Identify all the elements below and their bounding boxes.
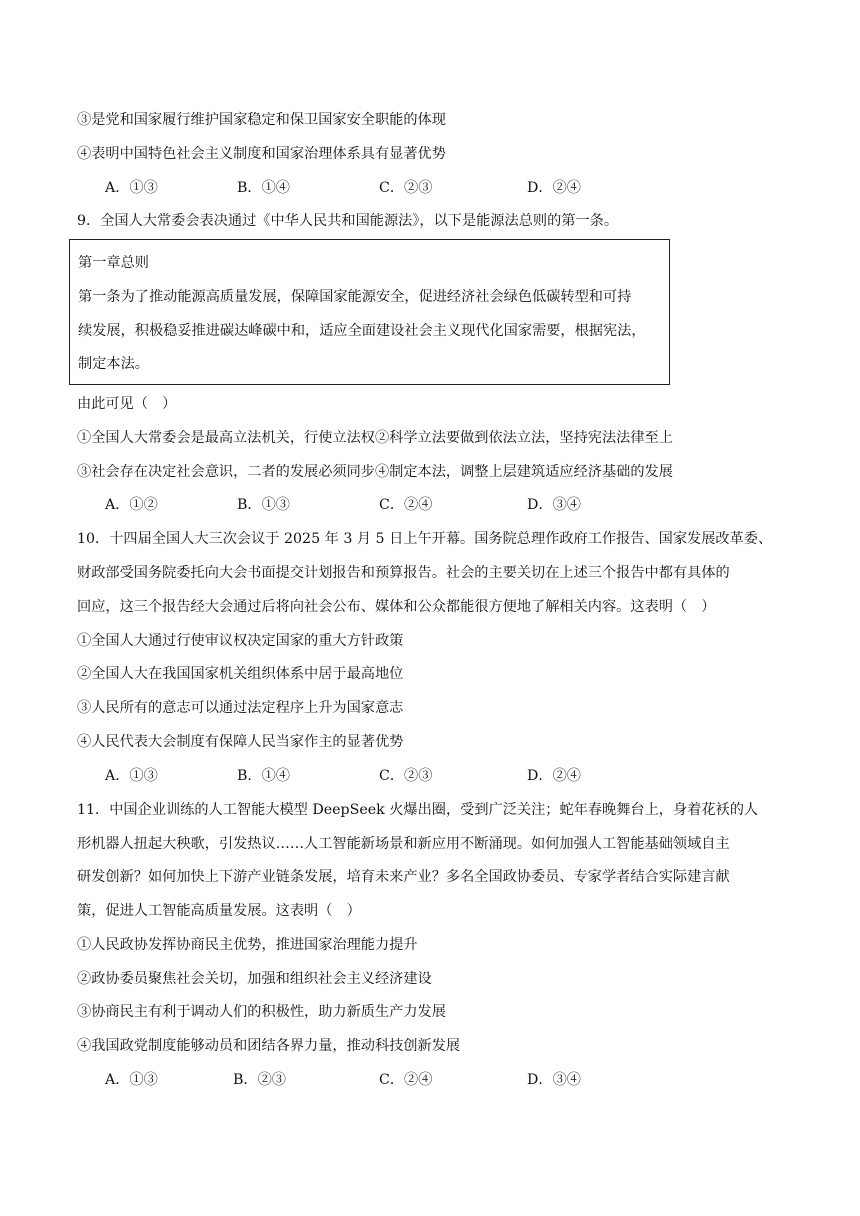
q9-option-a[interactable]: A．①② [105, 497, 158, 513]
q11-statement-4: ④我国政党制度能够动员和团结各界力量，推动科技创新发展 [77, 1038, 461, 1054]
q9-statements-3-4: ③社会存在决定社会意识，二者的发展必须同步④制定本法，调整上层建筑适应经济基础的发展 [77, 464, 673, 480]
q11-option-d[interactable]: D．③④ [527, 1072, 581, 1088]
q11-stem-line-2: 形机器人扭起大秧歌，引发热议……人工智能新场景和新应用不断涌现。如何加强人工智能基础领域自主 [77, 836, 730, 852]
q11-statement-2: ②政协委员聚焦社会关切，加强和组织社会主义经济建设 [77, 971, 432, 987]
q9-box-line-2: 续发展，积极稳妥推进碳达峰碳中和，适应全面建设社会主义现代化国家需要，根据宪法， [78, 323, 646, 339]
q9-option-d[interactable]: D．③④ [527, 497, 581, 513]
q8-option-d[interactable]: D．②④ [527, 180, 581, 196]
q8-option-a[interactable]: A．①③ [105, 180, 158, 196]
q10-option-c[interactable]: C．②③ [379, 768, 433, 784]
q8-option-c[interactable]: C．②③ [379, 180, 433, 196]
q8-statement-3: ③是党和国家履行维护国家稳定和保卫国家安全职能的体现 [77, 112, 446, 128]
q9-law-excerpt-box [69, 239, 670, 385]
q9-option-c[interactable]: C．②④ [379, 497, 433, 513]
q9-statements-1-2: ①全国人大常委会是最高立法机关，行使立法权②科学立法要做到依法立法，坚持宪法法律至上 [77, 430, 673, 446]
q10-statement-3: ③人民所有的意志可以通过法定程序上升为国家意志 [77, 700, 404, 716]
q10-statement-1: ①全国人大通过行使审议权决定国家的重大方针政策 [77, 633, 404, 649]
q10-statement-2: ②全国人大在我国国家机关组织体系中居于最高地位 [77, 666, 404, 682]
q9-option-b[interactable]: B．①③ [237, 497, 290, 513]
q11-statement-3: ③协商民主有利于调动人们的积极性，助力新质生产力发展 [77, 1004, 446, 1020]
q11-option-a[interactable]: A．①③ [105, 1072, 158, 1088]
q10-option-b[interactable]: B．①④ [237, 768, 290, 784]
q8-option-b[interactable]: B．①④ [237, 180, 290, 196]
q11-stem-line-4: 策，促进人工智能高质量发展。这表明（ ） [77, 903, 361, 919]
q9-box-line-1: 第一条为了推动能源高质量发展，保障国家能源安全，促进经济社会绿色低碳转型和可持 [78, 289, 632, 305]
q9-stem: 9．全国人大常委会表决通过《中华人民共和国能源法》，以下是能源法总则的第一条。 [77, 213, 619, 229]
q11-option-b[interactable]: B．②③ [233, 1072, 286, 1088]
q11-option-c[interactable]: C．②④ [379, 1072, 433, 1088]
q9-prompt: 由此可见（ ） [77, 396, 177, 412]
q9-box-title: 第一章总则 [78, 255, 149, 271]
q10-stem-line-2: 财政部受国务院委托向大会书面提交计划报告和预算报告。社会的主要关切在上述三个报告中都有具体的 [77, 565, 730, 581]
q9-box-line-3: 制定本法。 [78, 356, 149, 372]
q10-stem-line-1: 10．十四届全国人大三次会议于 2025 年 3 月 5 日上午开幕。国务院总理作政府工作报告、国家发展改革委、 [77, 531, 773, 547]
q11-statement-1: ①人民政协发挥协商民主优势，推进国家治理能力提升 [77, 937, 418, 953]
q10-stem-line-3: 回应，这三个报告经大会通过后将向社会公布、媒体和公众都能很方便地了解相关内容。这表明（ ） [77, 599, 716, 615]
q11-stem-line-1: 11．中国企业训练的人工智能大模型 DeepSeek 火爆出圈，受到广泛关注；蛇年春晚舞台上，身着花袄的人 [77, 802, 759, 818]
q8-statement-4: ④表明中国特色社会主义制度和国家治理体系具有显著优势 [77, 146, 446, 162]
q10-option-d[interactable]: D．②④ [527, 768, 581, 784]
q11-stem-line-3: 研发创新？如何加快上下游产业链条发展，培育未来产业？多名全国政协委员、专家学者结合实际建言献 [77, 869, 730, 885]
q10-option-a[interactable]: A．①③ [105, 768, 158, 784]
q10-statement-4: ④人民代表大会制度有保障人民当家作主的显著优势 [77, 734, 404, 750]
